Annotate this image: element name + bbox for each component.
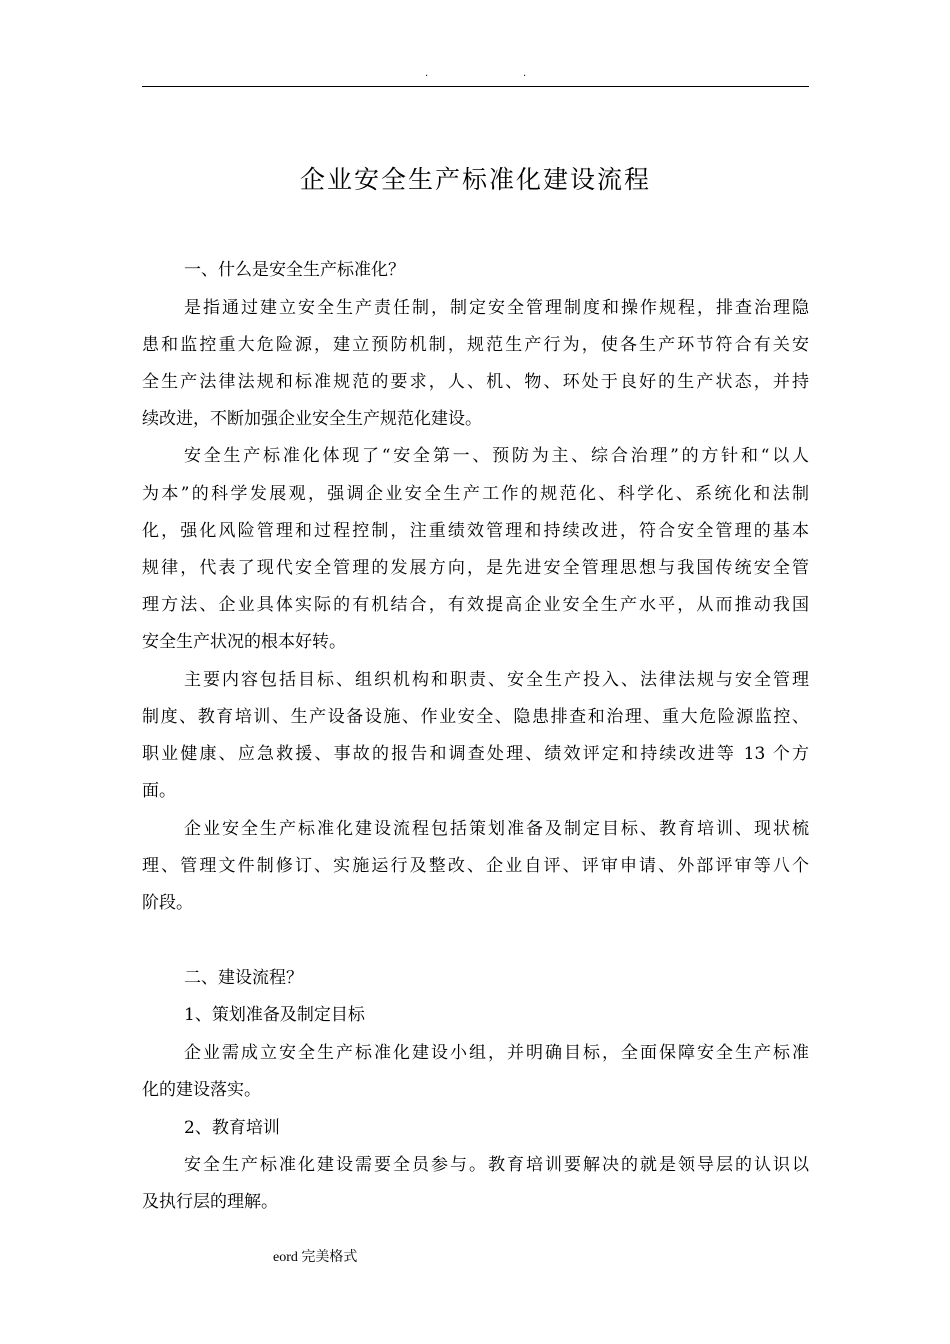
paragraph-line: 及执行层的理解。	[142, 1192, 278, 1212]
paragraph-line: 理方法、企业具体实际的有机结合，有效提高企业安全生产水平，从而推动我国	[142, 595, 809, 615]
paragraph-line: 面。	[142, 781, 176, 801]
step2-heading: 2、教育培训	[184, 1118, 280, 1138]
paragraph-line: 是指通过建立安全生产责任制，制定安全管理制度和操作规程，排查治理隐	[184, 298, 809, 318]
paragraph-line: 主要内容包括目标、组织机构和职责、安全生产投入、法律法规与安全管理	[184, 670, 809, 690]
paragraph-line: 安全生产标准化体现了“安全第一、预防为主、综合治理”的方针和“以人	[184, 446, 809, 466]
paragraph-line: 理、管理文件制修订、实施运行及整改、企业自评、评审申请、外部评审等八个	[142, 856, 809, 876]
section2-heading: 二、建设流程？	[184, 968, 303, 988]
header-dot-right: .	[523, 68, 527, 79]
paragraph-line: 企业需成立安全生产标准化建设小组，并明确目标，全面保障安全生产标准	[184, 1043, 809, 1063]
paragraph-line: 阶段。	[142, 893, 193, 913]
header-rule	[142, 86, 809, 87]
paragraph-line: 职业健康、应急救援、事故的报告和调查处理、绩效评定和持续改进等 13 个方	[142, 744, 809, 764]
paragraph-line: 续改进，不断加强企业安全生产规范化建设。	[142, 409, 482, 429]
page-title: 企业安全生产标准化建设流程	[299, 165, 651, 194]
paragraph-line: 企业安全生产标准化建设流程包括策划准备及制定目标、教育培训、现状梳	[184, 819, 809, 839]
paragraph-line: 制度、教育培训、生产设备设施、作业安全、隐患排查和治理、重大危险源监控、	[142, 707, 809, 727]
paragraph-line: 化的建设落实。	[142, 1080, 261, 1100]
section1-heading: 一、什么是安全生产标准化？	[184, 260, 405, 280]
paragraph-line: 安全生产标准化建设需要全员参与。教育培训要解决的就是领导层的认识以	[184, 1155, 809, 1175]
page-footer: eord 完美格式	[273, 1250, 358, 1265]
paragraph-line: 安全生产状况的根本好转。	[142, 632, 346, 652]
paragraph-line: 患和监控重大危险源，建立预防机制，规范生产行为，使各生产环节符合有关安	[142, 335, 809, 355]
paragraph-line: 规律，代表了现代安全管理的发展方向，是先进安全管理思想与我国传统安全管	[142, 558, 809, 578]
header-dot-left: .	[425, 68, 429, 79]
paragraph-line: 为本”的科学发展观，强调企业安全生产工作的规范化、科学化、系统化和法制	[142, 484, 809, 504]
step1-heading: 1、策划准备及制定目标	[184, 1005, 365, 1025]
header-dots	[142, 66, 809, 82]
paragraph-line: 全生产法律法规和标准规范的要求，人、机、物、环处于良好的生产状态，并持	[142, 372, 809, 392]
paragraph-line: 化，强化风险管理和过程控制，注重绩效管理和持续改进，符合安全管理的基本	[142, 521, 809, 541]
